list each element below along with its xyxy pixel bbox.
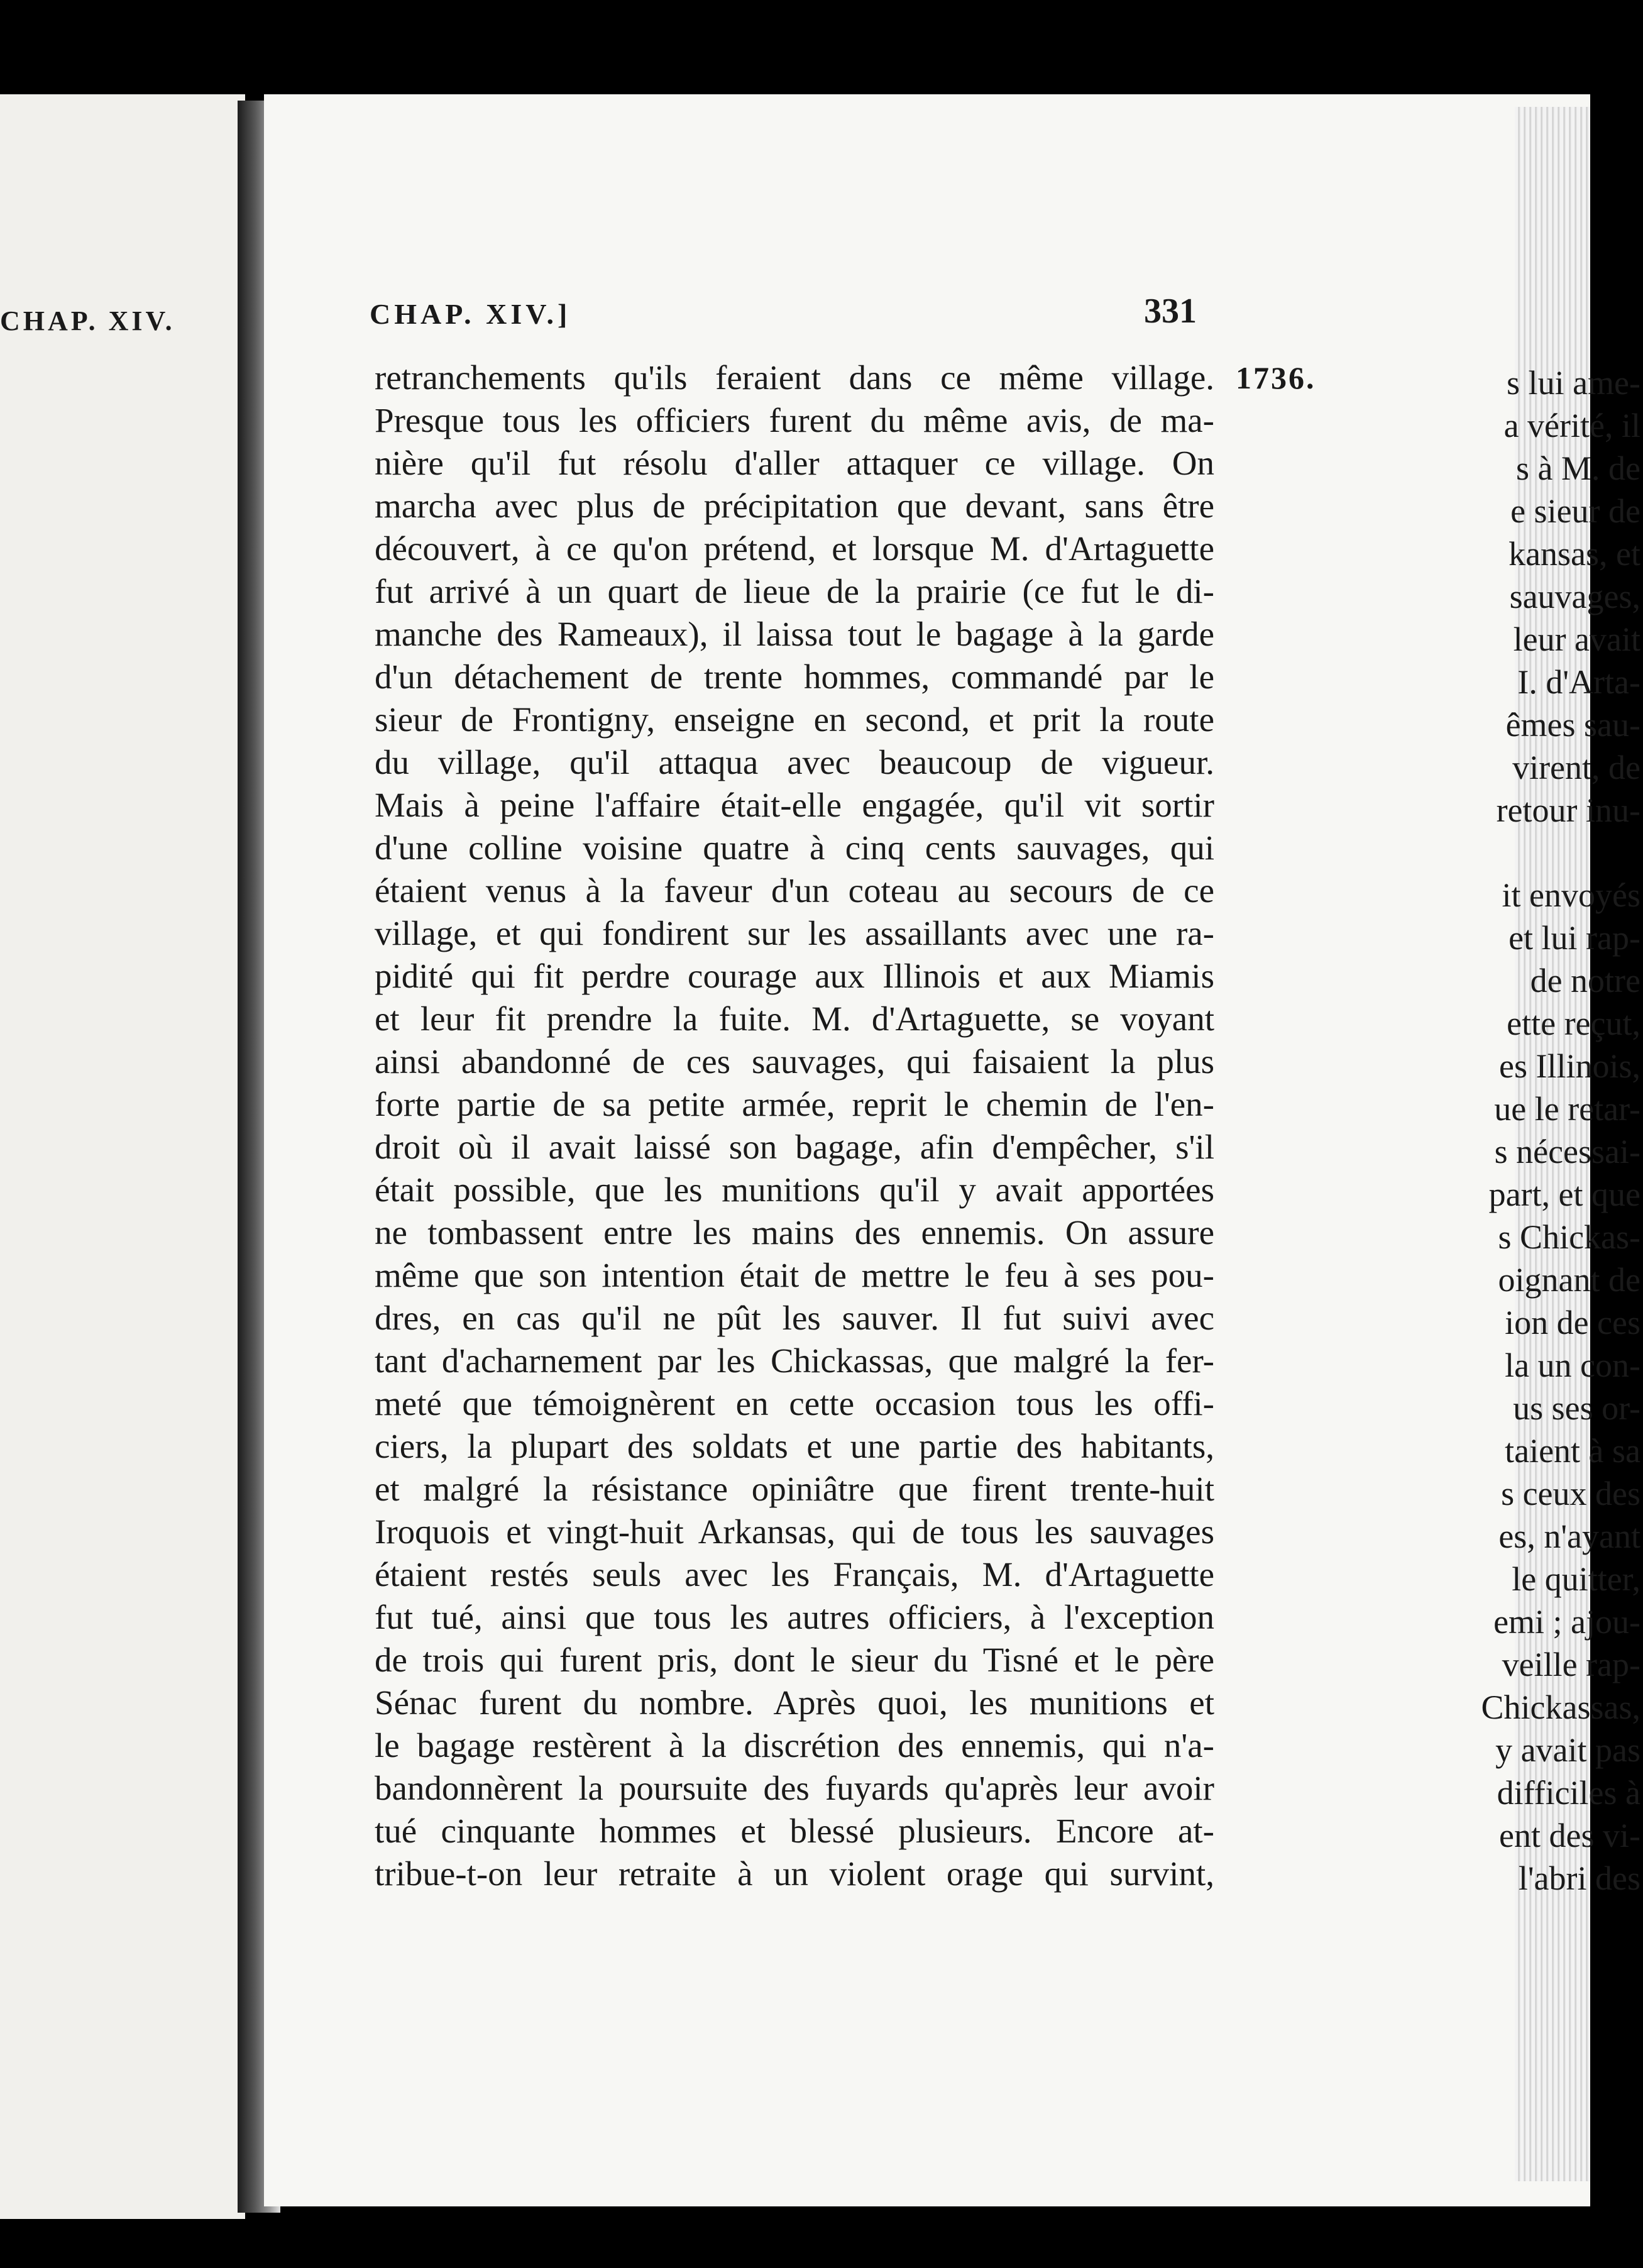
text-line: était possible, que les munitions qu'il y avait apportées [375, 1170, 1214, 1209]
text-line: retour inu- [1496, 791, 1640, 829]
left-page-text [1481, 361, 1640, 1900]
text-line: leur avait [1513, 620, 1640, 658]
text-line: manche des Rameaux), il laissa tout le bagage à la garde [375, 615, 1214, 653]
text-line: I. d'Arta- [1517, 663, 1640, 701]
text-line: ent des vi- [1499, 1817, 1640, 1854]
text-line: sauvages, [1509, 578, 1640, 615]
text-line: tant d'acharnement par les Chickassas, que malgré la fer- [375, 1341, 1214, 1380]
text-line: taient à sa [1505, 1432, 1640, 1470]
text-line: Iroquois et vingt-huit Arkansas, qui de tous les sauvages [375, 1512, 1214, 1551]
text-line: s ceux des [1501, 1475, 1640, 1512]
text-line: bandonnèrent la poursuite des fuyards qu'après leur avoir [375, 1769, 1214, 1807]
text-line: tué cinquante hommes et blessé plusieurs. Encore at- [375, 1812, 1214, 1850]
text-line: retranchements qu'ils feraient dans ce même village. [375, 358, 1214, 397]
text-line: Chickassas, [1481, 1688, 1640, 1726]
text-line: us ses or- [1513, 1389, 1640, 1427]
margin-year: 1736. [1236, 360, 1316, 395]
text-line: ne tombassent entre les mains des ennemis. On assure [375, 1213, 1214, 1252]
text-line: difficiles à [1497, 1774, 1640, 1812]
text-line: ette reçut, [1507, 1005, 1640, 1042]
text-line: s nécessai- [1494, 1133, 1640, 1170]
text-line: et malgré la résistance opiniâtre que firent trente-huit [375, 1470, 1214, 1508]
text-line: virent, de [1512, 749, 1640, 786]
text-line: d'une colline voisine quatre à cinq cents sauvages, qui [375, 828, 1214, 867]
text-line: tribue-t-on leur retraite à un violent orage qui survint, [375, 1854, 1214, 1893]
text-line: découvert, à ce qu'on prétend, et lorsque M. d'Artaguette [375, 529, 1214, 568]
text-line: s à M. de [1516, 449, 1640, 487]
body-text [375, 356, 1214, 1895]
text-line: forte partie de sa petite armée, reprit le chemin de l'en- [375, 1085, 1214, 1123]
text-line: kansas, et [1508, 535, 1640, 573]
text-line: étaient venus à la faveur d'un coteau au secours de ce [375, 871, 1214, 910]
text-line: village, et qui fondirent sur les assaillants avec une ra- [375, 914, 1214, 952]
text-line: fut tué, ainsi que tous les autres officiers, à l'exception [375, 1598, 1214, 1636]
text-line: e sieur de [1510, 492, 1640, 530]
text-line: le bagage restèrent à la discrétion des ennemis, qui n'a- [375, 1726, 1214, 1764]
text-line: droit où il avait laissé son bagage, afin d'empêcher, s'il [375, 1128, 1214, 1166]
text-line: l'abri des [1518, 1859, 1640, 1897]
text-line: fut arrivé à un quart de lieue de la prairie (ce fut le di- [375, 572, 1214, 610]
text-line: d'un détachement de trente hommes, commandé par le [375, 658, 1214, 696]
text-line: et leur fit prendre la fuite. M. d'Artaguette, se voyant [375, 999, 1214, 1038]
text-line: dres, en cas qu'il ne pût les sauver. Il fut suivi avec [375, 1299, 1214, 1337]
text-line: part, et que [1488, 1175, 1640, 1213]
text-line: même que son intention était de mettre le feu à ses pou- [375, 1256, 1214, 1294]
text-line: pidité qui fit perdre courage aux Illinois et aux Miamis [375, 957, 1214, 995]
text-line: la un con- [1505, 1346, 1640, 1384]
text-line: meté que témoignèrent en cette occasion tous les offi- [375, 1384, 1214, 1423]
text-line: ciers, la plupart des soldats et une partie des habitants, [375, 1427, 1214, 1465]
text-line: le quitter, [1512, 1560, 1640, 1598]
text-line: êmes sau- [1505, 706, 1640, 744]
text-line: veille rap- [1502, 1646, 1640, 1683]
text-line: ion de ces [1505, 1304, 1640, 1341]
text-line: oignant de [1498, 1261, 1640, 1299]
text-line: s Chickas- [1498, 1218, 1640, 1256]
text-line: it envoyés [1502, 876, 1640, 914]
text-line: ainsi abandonné de ces sauvages, qui faisaient la plus [375, 1042, 1214, 1081]
text-line: Sénac furent du nombre. Après quoi, les munitions et [375, 1683, 1214, 1722]
text-line: sieur de Frontigny, enseigne en second, et prit la route [375, 700, 1214, 739]
text-line: Presque tous les officiers furent du même avis, de ma- [375, 401, 1214, 439]
text-line: es Illinois, [1499, 1047, 1640, 1085]
text-line: de trois qui furent pris, dont le sieur du Tisné et le père [375, 1641, 1214, 1679]
text-line: étaient restés seuls avec les Français, M. d'Artaguette [375, 1555, 1214, 1594]
text-line: ue le retar- [1494, 1090, 1640, 1128]
text-line: y avait pas [1495, 1731, 1640, 1769]
page-number: 331 [1144, 292, 1197, 331]
text-line: marcha avec plus de précipitation que devant, sans être [375, 487, 1214, 525]
text-line: a vérité, il [1503, 407, 1640, 444]
left-chapter-header: CHAP. XIV. [0, 306, 175, 336]
text-line: et lui rap- [1508, 919, 1640, 957]
text-line: nière qu'il fut résolu d'aller attaquer ce village. On [375, 444, 1214, 482]
text-line: de notre [1530, 962, 1640, 999]
text-line: Mais à peine l'affaire était-elle engagée, qu'il vit sortir [375, 786, 1214, 824]
text-line: emi ; ajou- [1493, 1603, 1640, 1641]
left-page [0, 94, 245, 2219]
text-line: es, n'ayant [1498, 1517, 1640, 1555]
chapter-header: CHAP. XIV.] [370, 298, 571, 330]
text-line: du village, qu'il attaqua avec beaucoup de vigueur. [375, 743, 1214, 781]
text-line: s lui ame- [1507, 364, 1640, 402]
